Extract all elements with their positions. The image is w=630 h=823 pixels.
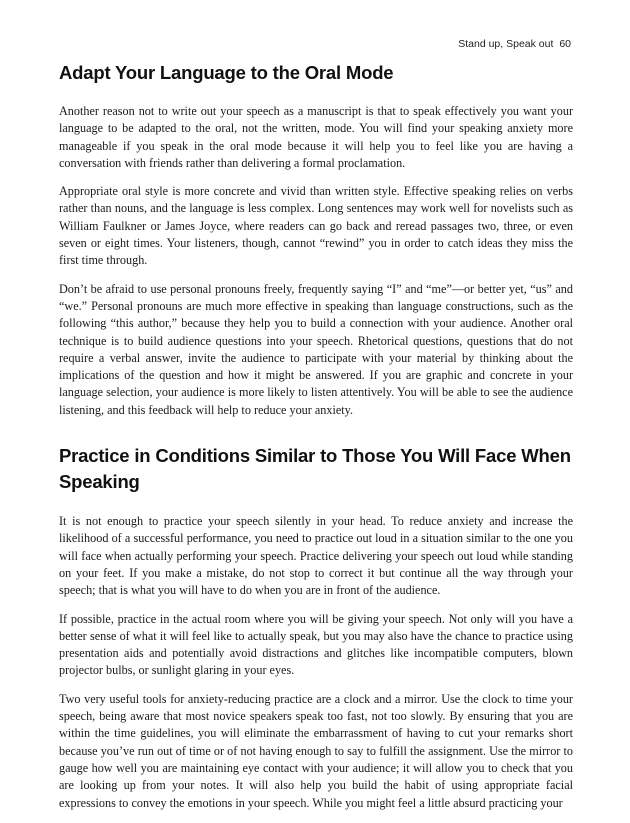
paragraph: Another reason not to write out your speech as a manuscript is that to speak effectively you want your language to be adapted to the oral, not the written, mode. You will find your speaking anxiety more manageable if you speak in the oral mode because it will help you to feel like you are having a conversation with friends rather than delivering a formal proclamation. bbox=[59, 104, 573, 170]
paragraph: Two very useful tools for anxiety-reducing practice are a clock and a mirror. Use the clock to time your speech, being aware that most novice speakers speak too fast, not too slowly. By ensuring that you are within the time guidelines, you will eliminate the embarrassment of having to cut your remarks short because you’ve run out of time or of not having enough to say to fulfill the assignment. Use the mirror to gauge how well you are maintaining eye contact with your audience; it will allow you to check that you are looking up from your notes. It will also help you build the habit of using appropriate facial expressions to convey the emotions in your speech. While you might feel a little absurd practicing your bbox=[59, 691, 573, 810]
page-number: 60 bbox=[559, 38, 571, 50]
running-title: Stand up, Speak out bbox=[458, 38, 554, 50]
paragraph: If possible, practice in the actual room where you will be giving your speech. Not only will you have a better sense of what it will feel like to actually speak, but you may also have the chance to practice using presentation aids and potentially avoid distractions and glitches like incompatible computers, blown projector bulbs, or sunlight glaring in your eyes. bbox=[59, 611, 573, 678]
section-heading-practice-conditions: Practice in Conditions Similar to Those You Will Face When Speaking bbox=[59, 445, 571, 493]
section-heading-oral-mode: Adapt Your Language to the Oral Mode bbox=[59, 62, 394, 83]
paragraph: It is not enough to practice your speech silently in your head. To reduce anxiety and increase the likelihood of a successful performance, you need to practice out loud in a situation similar to the one you will face when actually performing your speech. Practice delivering your speech out loud while standing on your feet. If you make a mistake, do not stop to correct it but continue all the way through your speech; that is what you will have to do when you are in front of the audience. bbox=[59, 514, 573, 598]
running-header bbox=[458, 38, 571, 50]
page-body bbox=[59, 60, 573, 823]
paragraph: Appropriate oral style is more concrete and vivid than written style. Effective speaking relies on verbs rather than nouns, and the language is less complex. Long sentences may work well for novelists such as William Faulkner or James Joyce, where readers can go back and reread passages two, three, or even seven or eight times. Your listeners, though, cannot “rewind” you in order to catch ideas they miss the first time through. bbox=[59, 184, 573, 268]
paragraph: Don’t be afraid to use personal pronouns freely, frequently saying “I” and “me”—or better yet, “us” and “we.” Personal pronouns are much more effective in speaking than language constructions, such as the following “this author,” because they help you to build a connection with your audience. Another oral technique is to build audience questions into your speech. Rhetorical questions, questions that do not require a verbal answer, invite the audience to participate with your material by thinking about the implications of the question and how it might be answered. If you are graphic and concrete in your language selection, your audience is more likely to listen attentively. You will be able to see the audience listening, and this feedback will help to reduce your anxiety. bbox=[59, 281, 573, 417]
